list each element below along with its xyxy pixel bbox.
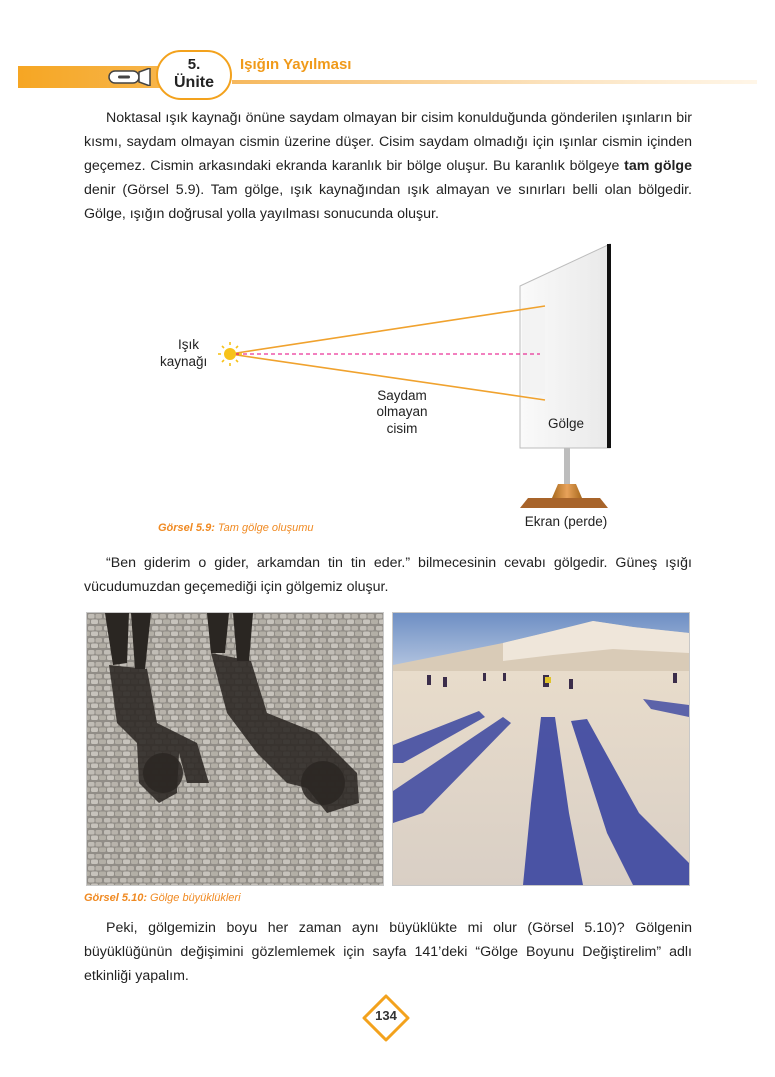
figure-caption-5-10 bbox=[84, 892, 241, 904]
screen-label: Ekran (perde) bbox=[524, 514, 608, 529]
figure-caption-5-9 bbox=[158, 522, 314, 534]
shadow-label: Gölge bbox=[547, 416, 585, 431]
stand-base bbox=[520, 498, 608, 508]
term-tam-golge: tam gölge bbox=[624, 158, 692, 174]
photo-snow-shadows bbox=[392, 612, 690, 886]
paragraph-question-text: Peki, gölgemizin boyu her zaman aynı büyüklükte mi olur (Görsel 5.10)? Gölgenin büyüklüğünün değişimini gözlemlemek için sayfa 141’deki “Gölge Boyunu Değiştirelim” adlı etkinliği yapalım. bbox=[84, 920, 692, 984]
screen-pole bbox=[564, 448, 570, 484]
paragraph-intro-text-a: Noktasal ışık kaynağı önüne saydam olmayan bir cisim konulduğunda gönderilen ışınların bir kısmı, saydam olmayan cismin üzerine düşer. Cisim saydam olmadığı için ışınlar cismin içinden geçemez. Cismin arkasındaki ekranda karanlık bir bölge oluşur. Bu karanlık bölgeye bbox=[84, 110, 692, 174]
paragraph-riddle-text: “Ben giderim o gider, arkamdan tin tin eder.” bilmecesinin cevabı gölgedir. Güneş ışığı vücudumuzdan geçemediği için gölgemiz oluşur. bbox=[84, 555, 692, 595]
light-source-label-2: kaynağı bbox=[160, 354, 208, 369]
header-rule bbox=[232, 80, 757, 84]
page-number: 134 bbox=[375, 1008, 397, 1023]
unit-label: Ünite bbox=[174, 74, 214, 91]
light-source-label-1: Işık bbox=[178, 337, 200, 352]
caption-ref: Görsel 5.9: bbox=[158, 522, 215, 534]
paragraph-riddle bbox=[84, 551, 692, 599]
caption-text-2: Gölge büyüklükleri bbox=[146, 892, 241, 904]
shadow-formation-diagram bbox=[140, 236, 640, 536]
unit-number: 5. bbox=[187, 56, 201, 73]
paragraph-intro-text-b: denir (Görsel 5.9). Tam gölge, ışık kaynağından ışık almayan ve sınırları belli olan bölgedir. Gölge, ışığın doğrusal yolla yayılması sonucunda oluşur. bbox=[84, 182, 692, 222]
caption-text: Tam gölge oluşumu bbox=[214, 522, 314, 534]
chapter-title: Işığın Yayılması bbox=[240, 56, 352, 73]
photo-cobblestone-shadows bbox=[86, 612, 384, 886]
paragraph-question bbox=[84, 916, 692, 988]
object-label-3: cisim bbox=[386, 421, 418, 436]
object-label-1: Saydam bbox=[377, 388, 427, 403]
caption-ref-2: Görsel 5.10: bbox=[84, 892, 147, 904]
umbra-region bbox=[522, 307, 545, 395]
stand-neck bbox=[552, 484, 582, 498]
upper-ray bbox=[230, 306, 545, 354]
paragraph-intro bbox=[84, 106, 692, 226]
object-label-2: olmayan bbox=[376, 404, 428, 419]
unit-badge bbox=[156, 50, 232, 100]
flashlight-icon bbox=[108, 68, 152, 86]
